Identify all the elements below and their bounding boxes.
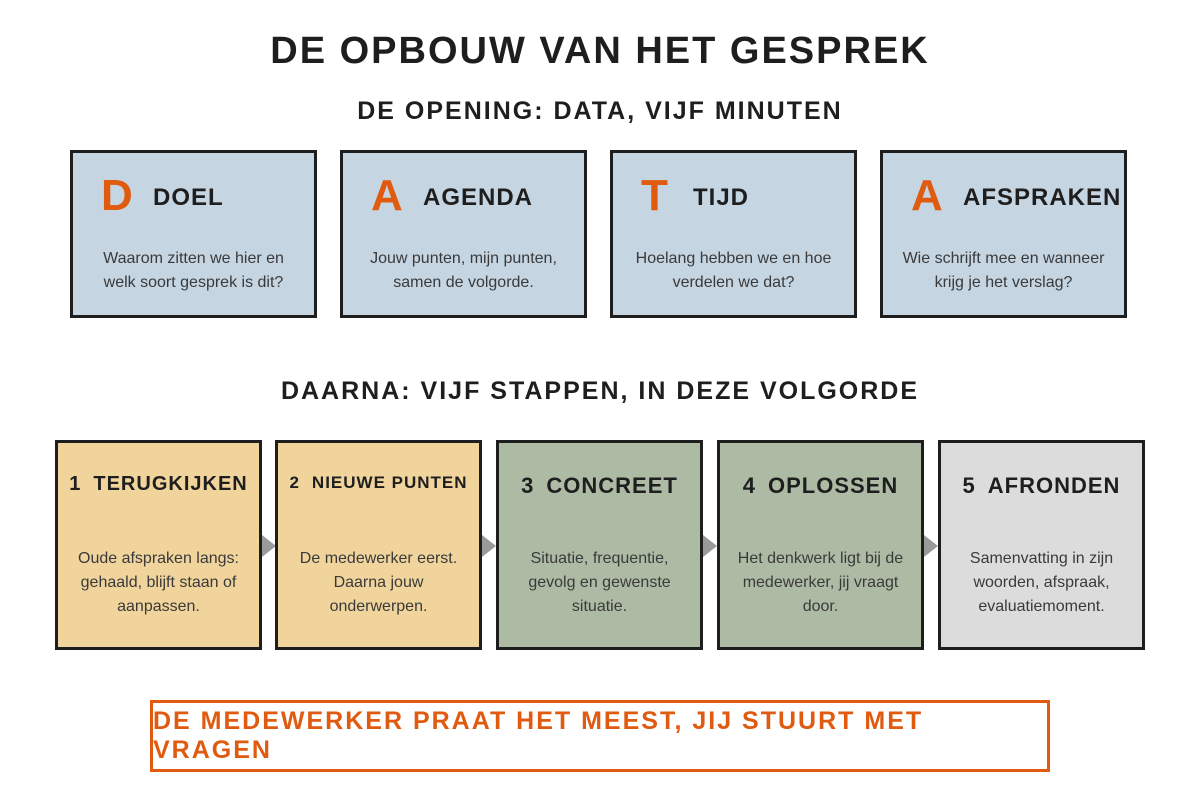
- arrow-right-icon: [703, 535, 717, 557]
- card-word: AFSPRAKEN: [963, 184, 1122, 211]
- step-label: CONCREET: [546, 473, 678, 498]
- key-message-banner: DE MEDEWERKER PRAAT HET MEEST, JIJ STUURT MET VRAGEN: [150, 700, 1050, 772]
- step-label: TERUGKIJKEN: [93, 473, 248, 495]
- step-header: [278, 473, 479, 493]
- step-description: Het denkwerk ligt bij de medewerker, jij vraagt door.: [737, 550, 904, 615]
- arrow-right-icon: [924, 535, 938, 557]
- step-number: 3: [521, 473, 535, 498]
- card-word: AGENDA: [423, 184, 534, 211]
- card-description: Wie schrijft mee en wanneer krijg je het verslag?: [902, 250, 1105, 291]
- step-afronden: [938, 440, 1145, 650]
- step-number: 5: [962, 473, 976, 498]
- card-description: Hoelang hebben we en hoe verdelen we dat?: [635, 250, 832, 291]
- data-card-afspraken: [880, 150, 1127, 318]
- arrow-right-icon: [262, 535, 276, 557]
- step-label: NIEUWE PUNTEN: [311, 473, 468, 492]
- step-header: [58, 473, 259, 496]
- step-description: Oude afspraken langs: gehaald, blijft staan of aanpassen.: [78, 550, 239, 615]
- data-card-tijd: [610, 150, 857, 318]
- card-description: Waarom zitten we hier en welk soort gesprek is dit?: [103, 250, 284, 291]
- step-header: [720, 473, 921, 499]
- steps-heading: DAARNA: VIJF STAPPEN, IN DEZE VOLGORDE: [280, 377, 920, 405]
- step-label: AFRONDEN: [987, 473, 1121, 498]
- arrow-right-icon: [482, 535, 496, 557]
- card-letter: D: [101, 171, 133, 220]
- card-letter: A: [911, 171, 943, 220]
- step-number: 1: [69, 473, 82, 495]
- card-letter: A: [371, 171, 403, 220]
- card-description: Jouw punten, mijn punten, samen de volgorde.: [370, 250, 557, 291]
- page-title: DE OPBOUW VAN HET GESPREK: [270, 30, 930, 72]
- data-card-doel: [70, 150, 317, 318]
- card-letter: T: [641, 171, 668, 220]
- step-oplossen: [717, 440, 924, 650]
- opening-heading: DE OPENING: DATA, VIJF MINUTEN: [357, 97, 843, 125]
- step-terugkijken: [55, 440, 262, 650]
- step-number: 2: [289, 473, 300, 492]
- data-card-agenda: [340, 150, 587, 318]
- step-description: De medewerker eerst. Daarna jouw onderwerpen.: [299, 550, 458, 615]
- step-concreet: [496, 440, 703, 650]
- step-number: 4: [742, 473, 756, 498]
- card-word: DOEL: [153, 184, 224, 211]
- step-nieuwe-punten: [275, 440, 482, 650]
- step-description: Samenvatting in zijn woorden, afspraak, evaluatiemoment.: [969, 550, 1114, 615]
- card-word: TIJD: [693, 184, 750, 211]
- step-header: [499, 473, 700, 499]
- step-description: Situatie, frequentie, gevolg en gewenste situatie.: [528, 550, 671, 615]
- step-label: OPLOSSEN: [768, 473, 899, 498]
- step-header: [941, 473, 1142, 499]
